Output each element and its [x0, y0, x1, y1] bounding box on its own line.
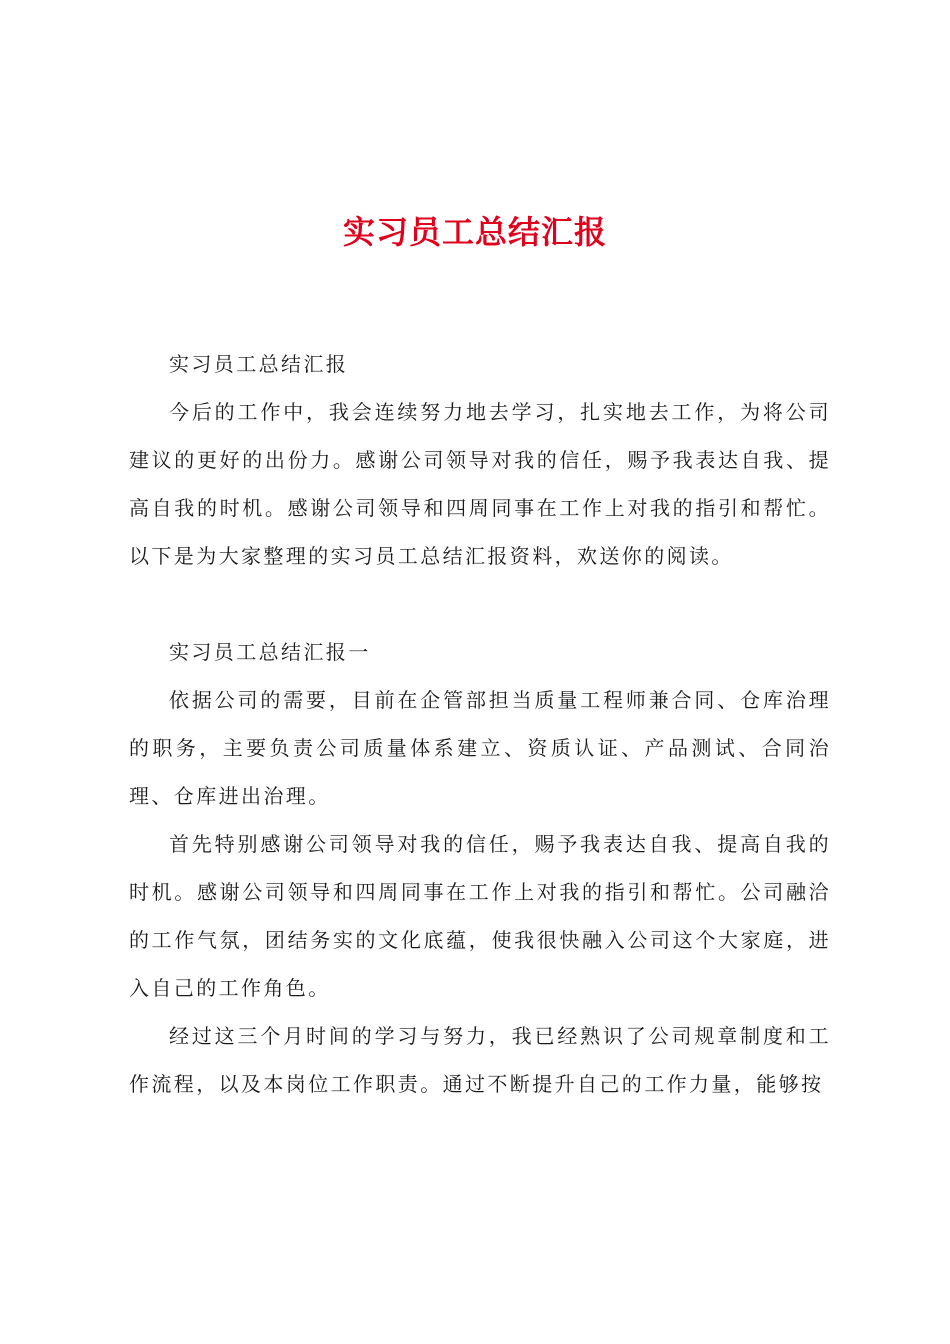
section1-heading: 实习员工总结汇报一: [169, 640, 371, 664]
section1-paragraph-3: 经过这三个月时间的学习与努力，我已经熟识了公司规章制度和工作流程，以及本岗位工作职责。通过不断提升自己的工作力量，能够按: [129, 1024, 831, 1096]
section1-paragraph-2: 首先特别感谢公司领导对我的信任，赐予我表达自我、提高自我的时机。感谢公司领导和四周同事在工作上对我的指引和帮忙。公司融洽的工作气氛，团结务实的文化底蕴，使我很快融入公司这个大家庭，进入自己的工作角色。: [129, 832, 831, 1000]
section-spacer: [129, 580, 831, 628]
document-title: 实习员工总结汇报: [342, 213, 607, 251]
document-body: [129, 340, 831, 1108]
section1-paragraph-1: 依据公司的需要，目前在企管部担当质量工程师兼合同、仓库治理的职务，主要负责公司质量体系建立、资质认证、产品测试、合同治理、仓库进出治理。: [129, 688, 831, 808]
intro-heading: 实习员工总结汇报: [169, 352, 349, 376]
intro-paragraph: 今后的工作中，我会连续努力地去学习，扎实地去工作，为将公司建议的更好的出份力。感谢公司领导对我的信任，赐予我表达自我、提高自我的时机。感谢公司领导和四周同事在工作上对我的指引和帮忙。以下是为大家整理的实习员工总结汇报资料，欢送你的阅读。: [129, 400, 831, 568]
